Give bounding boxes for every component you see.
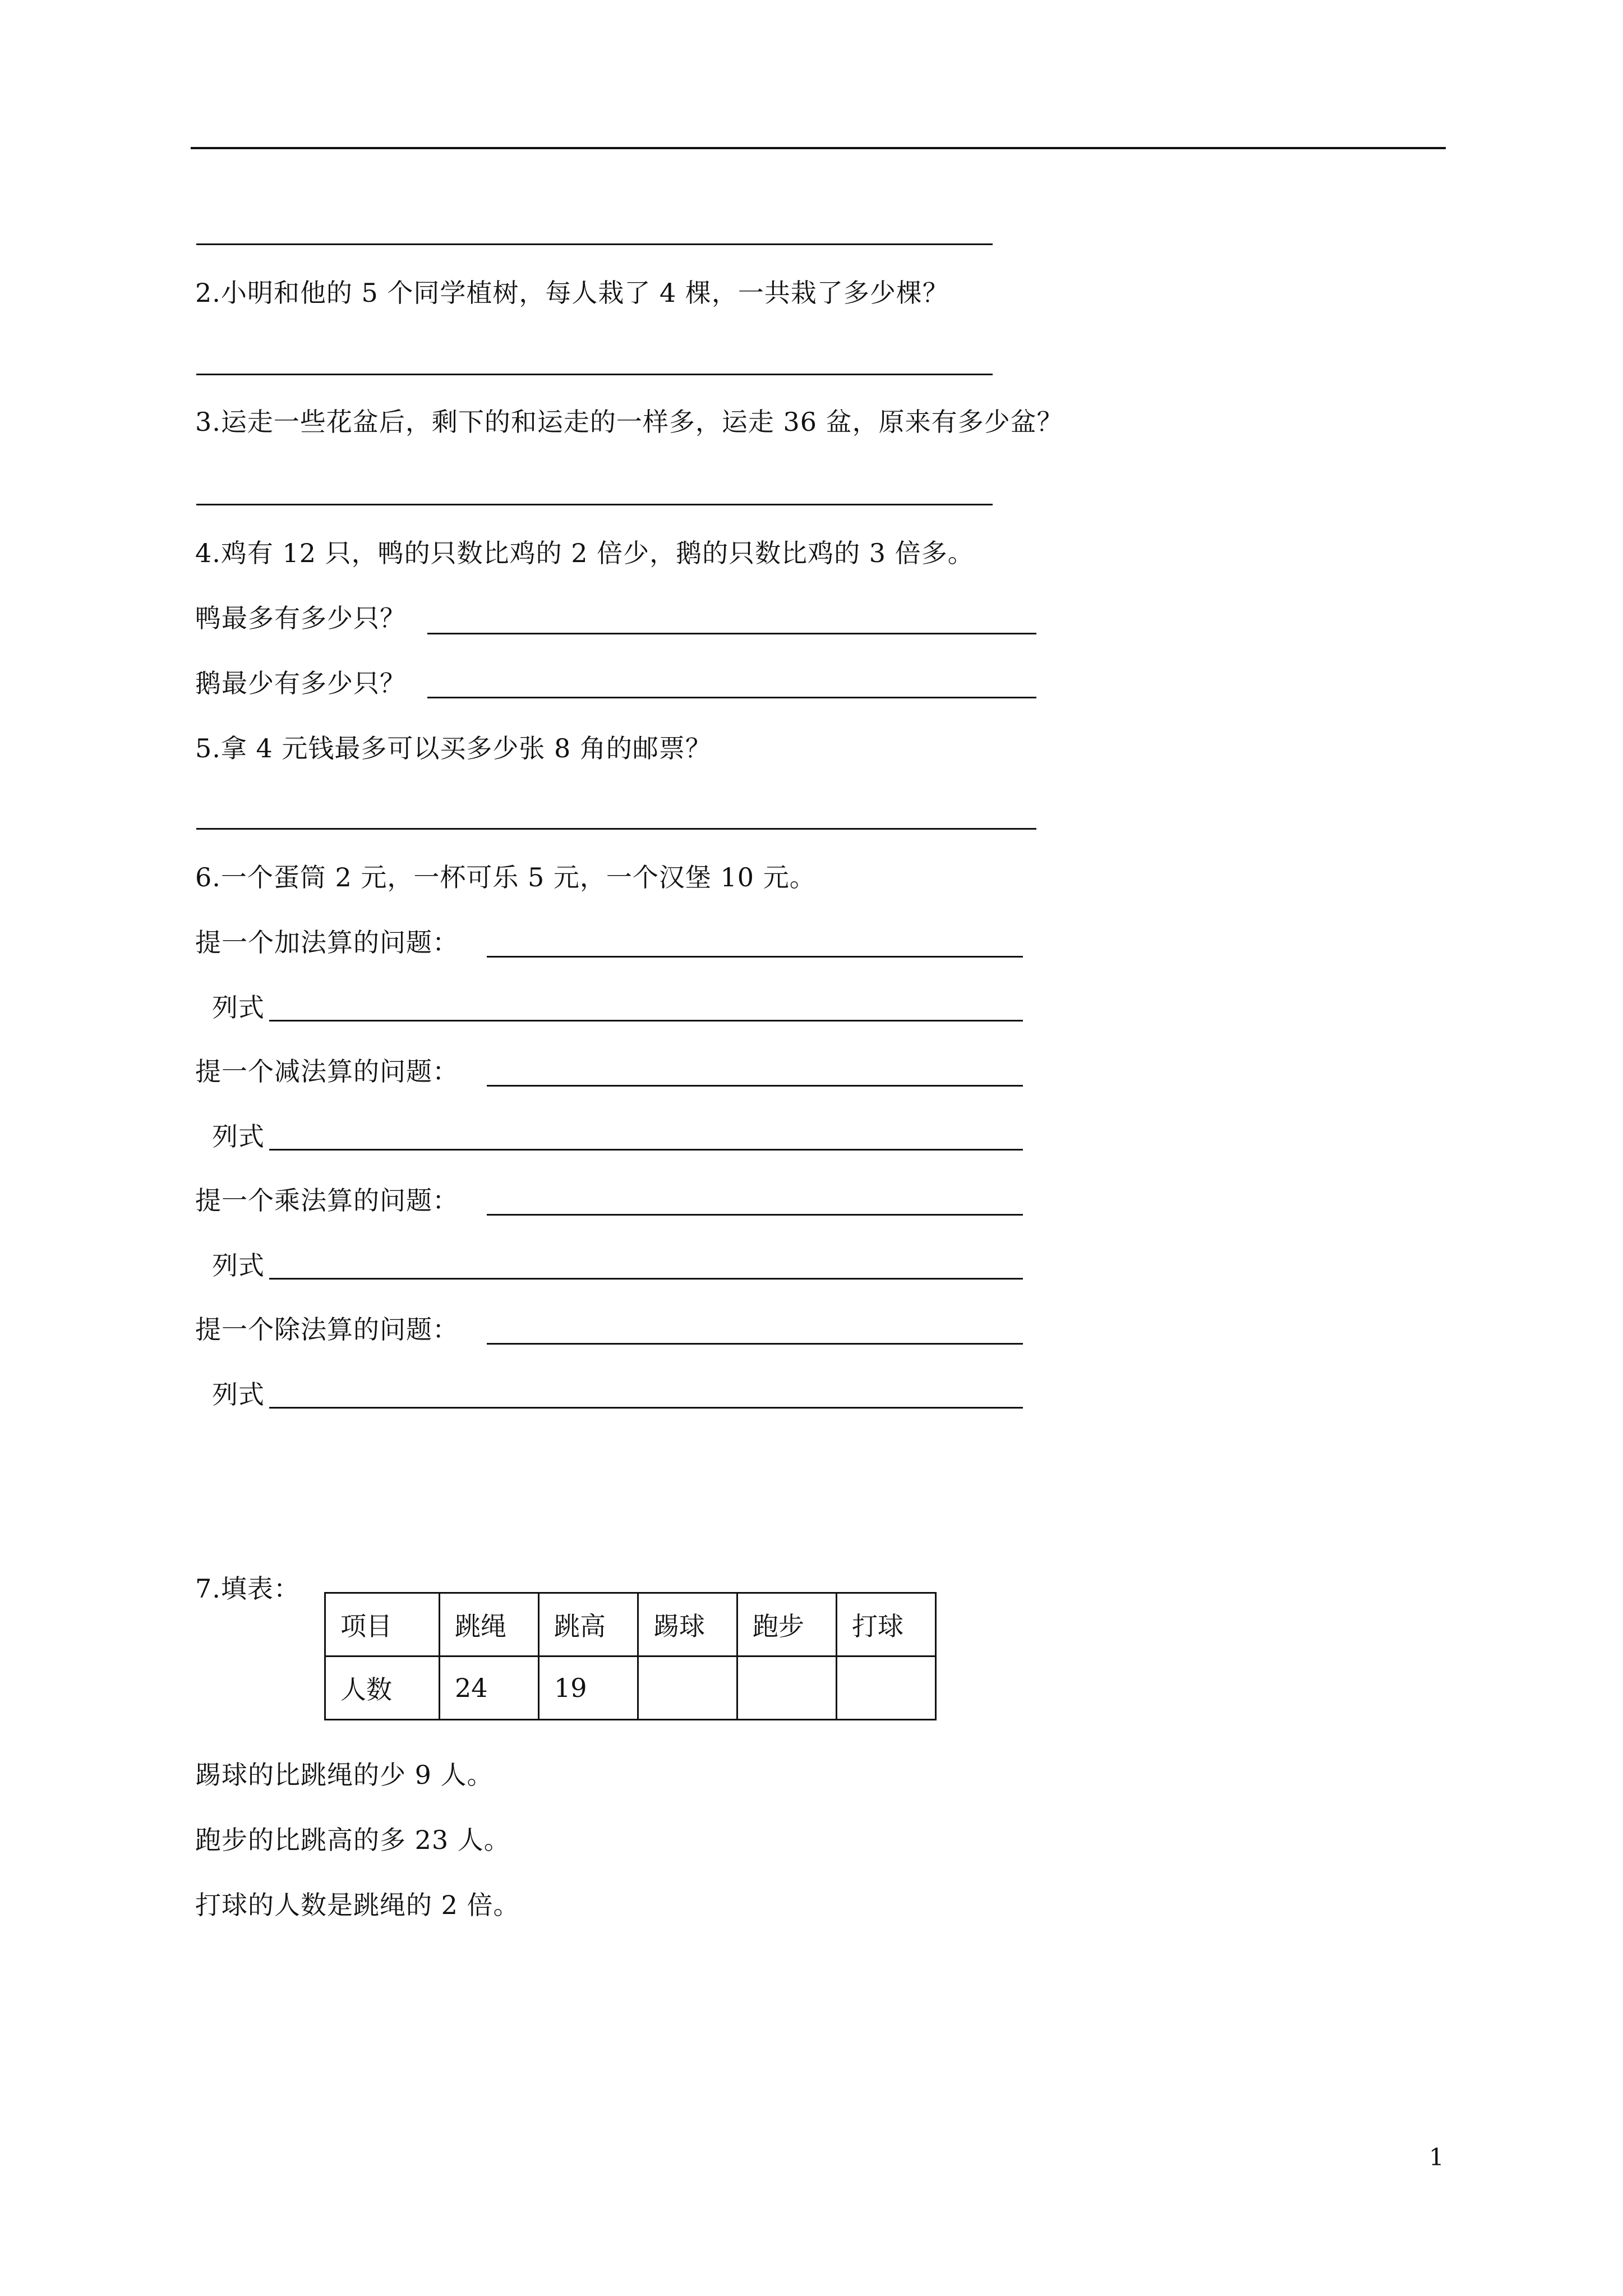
table-cell: 项目 [325,1593,440,1657]
sports-table [324,1592,937,1720]
multiplication-prompt: 提一个乘法算的问题： [195,1185,459,1216]
division-question-blank[interactable] [487,1343,1023,1345]
problem-4-question-goose: 鹅最少有多少只？ [195,668,406,698]
division-prompt: 提一个除法算的问题： [195,1314,459,1345]
division-formula-blank[interactable] [269,1407,1023,1409]
answer-line-5[interactable] [196,828,1036,830]
table-cell: 跳绳 [440,1593,539,1657]
hint-kick-ball: 踢球的比跳绳的少 9 人。 [195,1760,494,1790]
multiplication-formula-label: 列式 [212,1250,265,1281]
table-row [325,1657,936,1720]
subtraction-question-blank[interactable] [487,1085,1023,1087]
problem-5: 5.拿 4 元钱最多可以买多少张 8 角的邮票？ [195,733,712,763]
table-cell: 踢球 [638,1593,737,1657]
header-rule [191,147,1446,149]
problem-6: 6.一个蛋筒 2 元，一杯可乐 5 元，一个汉堡 10 元。 [195,862,816,892]
problem-2: 2.小明和他的 5 个同学植树，每人栽了 4 棵，一共栽了多少棵？ [195,278,949,308]
table-cell: 跑步 [737,1593,837,1657]
problem-4: 4.鸡有 12 只，鸭的只数比鸡的 2 倍少，鹅的只数比鸡的 3 倍多。 [195,538,974,568]
subtraction-formula-label: 列式 [212,1121,265,1152]
addition-formula-label: 列式 [212,992,265,1023]
addition-question-blank[interactable] [487,956,1023,958]
table-cell: 19 [539,1657,638,1720]
duck-answer-blank[interactable] [427,633,1036,634]
subtraction-formula-blank[interactable] [269,1149,1023,1151]
page-number: 1 [1429,2143,1444,2171]
hint-running: 跑步的比跳高的多 23 人。 [195,1825,510,1855]
division-formula-label: 列式 [212,1379,265,1410]
table-cell: 24 [440,1657,539,1720]
table-cell: 跳高 [539,1593,638,1657]
multiplication-question-blank[interactable] [487,1214,1023,1216]
table-cell: 打球 [837,1593,936,1657]
hint-ball-games: 打球的人数是跳绳的 2 倍。 [195,1890,520,1920]
answer-line-3[interactable] [196,504,993,505]
addition-formula-blank[interactable] [269,1020,1023,1022]
problem-7: 7.填表： [195,1573,300,1604]
answer-line-2[interactable] [196,374,993,375]
answer-line-1[interactable] [196,243,993,245]
subtraction-prompt: 提一个减法算的问题： [195,1056,459,1087]
ball-games-count-cell[interactable] [837,1657,936,1720]
problem-3: 3.运走一些花盆后，剩下的和运走的一样多，运走 36 盆，原来有多少盆？ [195,407,1063,437]
kick-ball-count-cell[interactable] [638,1657,737,1720]
table-header-row [325,1593,936,1657]
table-cell: 人数 [325,1657,440,1720]
problem-4-question-duck: 鸭最多有多少只？ [195,603,406,633]
multiplication-formula-blank[interactable] [269,1278,1023,1280]
goose-answer-blank[interactable] [427,697,1036,698]
running-count-cell[interactable] [737,1657,837,1720]
addition-prompt: 提一个加法算的问题： [195,927,459,958]
